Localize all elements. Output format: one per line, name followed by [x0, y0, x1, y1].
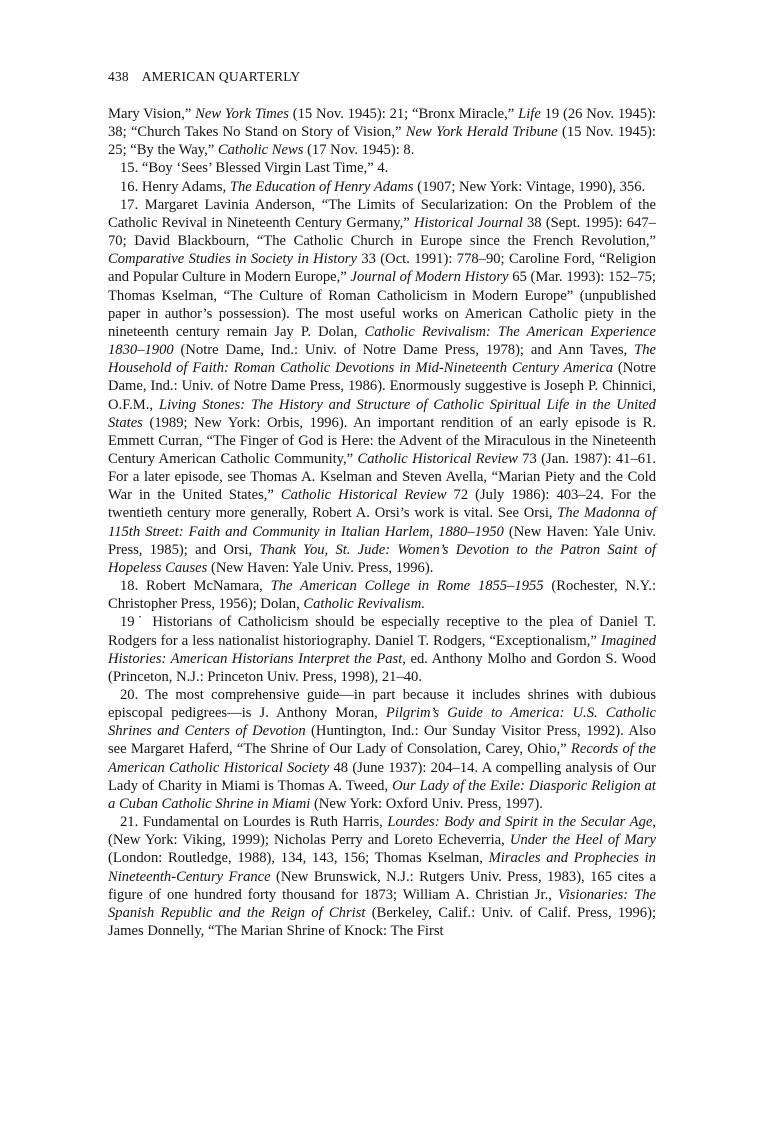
note-text: 21. Fundamental on Lourdes is Ruth Harris, — [120, 814, 388, 831]
italic-title: Catholic News — [217, 142, 304, 159]
italic-title: Comparative Studies in Society in History — [108, 251, 357, 268]
italic-title: Records of the American Catholic Historical Society — [108, 741, 656, 776]
note-text: (New Haven: Yale Univ. Press, 1985); and Orsi, — [108, 523, 656, 558]
note-text: (Notre Dame, Ind.: Univ. of Notre Dame Press, 1986). Enormously suggestive is Joseph P. Chinnici, O.F.M., — [108, 360, 656, 413]
document-page — [108, 66, 656, 940]
italic-title: The American College in Rome 1855–1955 — [270, 578, 544, 595]
italic-title: New York Times — [195, 106, 289, 122]
italic-title: Lourdes: Body and Spirit in the Secular Age — [387, 814, 653, 831]
endnote-paragraph — [108, 613, 656, 686]
note-text: (1989; New York: Orbis, 1996). An important rendition of an early episode is R. Emmett Curran, “The Finger of God is Here: the Advent of the Miraculous in the Nineteenth Century American Catholic Community,” — [108, 414, 656, 467]
journal-title: AMERICAN QUARTERLY — [141, 69, 301, 84]
endnotes — [108, 105, 656, 940]
note-text: (London: Routledge, 1988), 134, 143, 156; Thomas Kselman, — [108, 850, 489, 867]
endnote-paragraph — [108, 159, 656, 177]
note-text: (15 Nov. 1945): 21; “Bronx Miracle,” — [288, 106, 519, 122]
note-text: , ed. Anthony Molho and Gordon S. Wood (Princeton, N.J.: Princeton Univ. Press, 1998), 21–40. — [108, 650, 656, 685]
endnote-paragraph — [108, 196, 656, 577]
italic-title: Journal of Modern History — [350, 269, 509, 286]
note-text: (Rochester, N.Y.: Christopher Press, 1956); Dolan, — [108, 578, 657, 613]
note-text: 65 (Mar. 1993): 152–75; Thomas Kselman, “The Culture of Roman Catholicism in Modern Europe” (unpublished paper in author’s possession). The most useful works on American Catholic piety in the nineteenth century remain Jay P. Dolan, — [108, 269, 656, 340]
italic-title: Imagined Histories: American Historians Interpret the Past — [108, 632, 656, 667]
note-text: 19 (26 Nov. 1945): 38; “Church Takes No Stand on Story of Vision,” — [108, 106, 656, 141]
italic-title: The Madonna of 115th Street: Faith and Community in Italian Harlem, 1880–1950 — [108, 505, 656, 540]
note-text: (New Brunswick, N.J.: Rutgers Univ. Press, 1983), 165 cites a figure of one hundred forty thousand for 1873; William A. Christian Jr., — [108, 868, 656, 903]
italic-title: Under the Heel of Mary — [509, 832, 656, 849]
note-text: (Berkeley, Calif.: Univ. of Calif. Press, 1996); James Donnelly, “The Marian Shrine of Knock: The First — [108, 904, 657, 940]
italic-title: Pilgrim’s Guide to America: U.S. Catholic Shrines and Centers of Devotion — [108, 705, 656, 740]
page-number: 438 — [108, 69, 129, 84]
italic-title: Catholic Historical Review — [280, 487, 447, 504]
note-text: 16. Henry Adams, — [120, 178, 230, 195]
endnote-paragraph — [108, 577, 656, 613]
note-text: 17. Margaret Lavinia Anderson, “The Limits of Secularization: On the Problem of the Catholic Revival in Nineteenth Century Germany,” — [108, 196, 656, 231]
note-text: 48 (June 1937): 204–14. A compelling analysis of Our Lady of Charity in Miami is Thomas A. Tweed, — [108, 759, 656, 794]
italic-title: Our Lady of the Exile: Diasporic Religion at a Cuban Catholic Shrine in Miami — [108, 777, 656, 812]
note-text: (17 Nov. 1945): 8. — [303, 142, 415, 159]
endnote-paragraph — [108, 813, 656, 940]
italic-title: Thank You, St. Jude: Women’s Devotion to the Patron Saint of Hopeless Causes — [108, 541, 656, 576]
note-text: 20. The most comprehensive guide—in part because it includes shrines with dubious episcopal pedigrees—is J. Anthony Moran, — [108, 687, 656, 722]
note-text: (New York: Oxford Univ. Press, 1997). — [310, 795, 543, 812]
note-text: , (New York: Viking, 1999); Nicholas Perry and Loreto Echeverria, — [108, 814, 656, 849]
italic-title: Living Stones: The History and Structure of Catholic Spiritual Life in the United States — [108, 396, 656, 431]
italic-title: New York Herald Tribune — [405, 124, 558, 141]
note-text: 72 (July 1986): 403–24. For the twentieth century more generally, Robert A. Orsi’s work is vital. See Orsi, — [108, 487, 656, 522]
note-text: 19˙ Historians of Catholicism should be especially receptive to the plea of Daniel T. Rodgers for a less nationalist historiography. Daniel T. Rodgers, “Exceptionalism,” — [108, 614, 656, 649]
endnote-paragraph — [108, 105, 656, 159]
running-head — [108, 66, 656, 88]
endnote-paragraph — [108, 178, 656, 196]
italic-title: Life — [518, 106, 541, 122]
italic-title: The Education of Henry Adams — [229, 178, 414, 195]
italic-title: Catholic Revivalism. — [303, 596, 425, 613]
italic-title: Catholic Historical Review — [357, 450, 518, 467]
note-text: (Huntington, Ind.: Our Sunday Visitor Press, 1992). Also see Margaret Haferd, “The Shrine of Our Lady of Consolation, Carey, Ohio,” — [108, 723, 656, 758]
note-text: 15. “Boy ‘Sees’ Blessed Virgin Last Time,” 4. — [120, 160, 389, 177]
italic-title: Miracles and Prophecies in Nineteenth-Century France — [108, 850, 656, 885]
italic-title: The Household of Faith: Roman Catholic Devotions in Mid-Nineteenth Century America — [108, 342, 656, 377]
note-text: Mary Vision,” — [108, 106, 196, 122]
note-text: 18. Robert McNamara, — [120, 578, 271, 595]
note-text: (15 Nov. 1945): 25; “By the Way,” — [108, 124, 656, 159]
note-text: (Notre Dame, Ind.: Univ. of Notre Dame Press, 1978); and Ann Taves, — [173, 342, 635, 359]
italic-title: Catholic Revivalism: The American Experience 1830–1900 — [108, 323, 656, 359]
note-text: (New Haven: Yale Univ. Press, 1996). — [207, 559, 434, 576]
italic-title: Visionaries: The Spanish Republic and the Reign of Christ — [108, 886, 656, 921]
endnote-paragraph — [108, 686, 656, 813]
italic-title: Historical Journal — [413, 214, 523, 231]
note-text: 73 (Jan. 1987): 41–61. For a later episode, see Thomas A. Kselman and Steven Avella, “Marian Piety and the Cold War in the United States,” — [108, 450, 657, 504]
note-text: 38 (Sept. 1995): 647–70; David Blackbourn, “The Catholic Church in Europe since the French Revolution,” — [108, 214, 656, 250]
note-text: 33 (Oct. 1991): 778–90; Caroline Ford, “Religion and Popular Culture in Modern Europe,” — [108, 251, 656, 286]
note-text: (1907; New York: Vintage, 1990), 356. — [413, 178, 646, 195]
